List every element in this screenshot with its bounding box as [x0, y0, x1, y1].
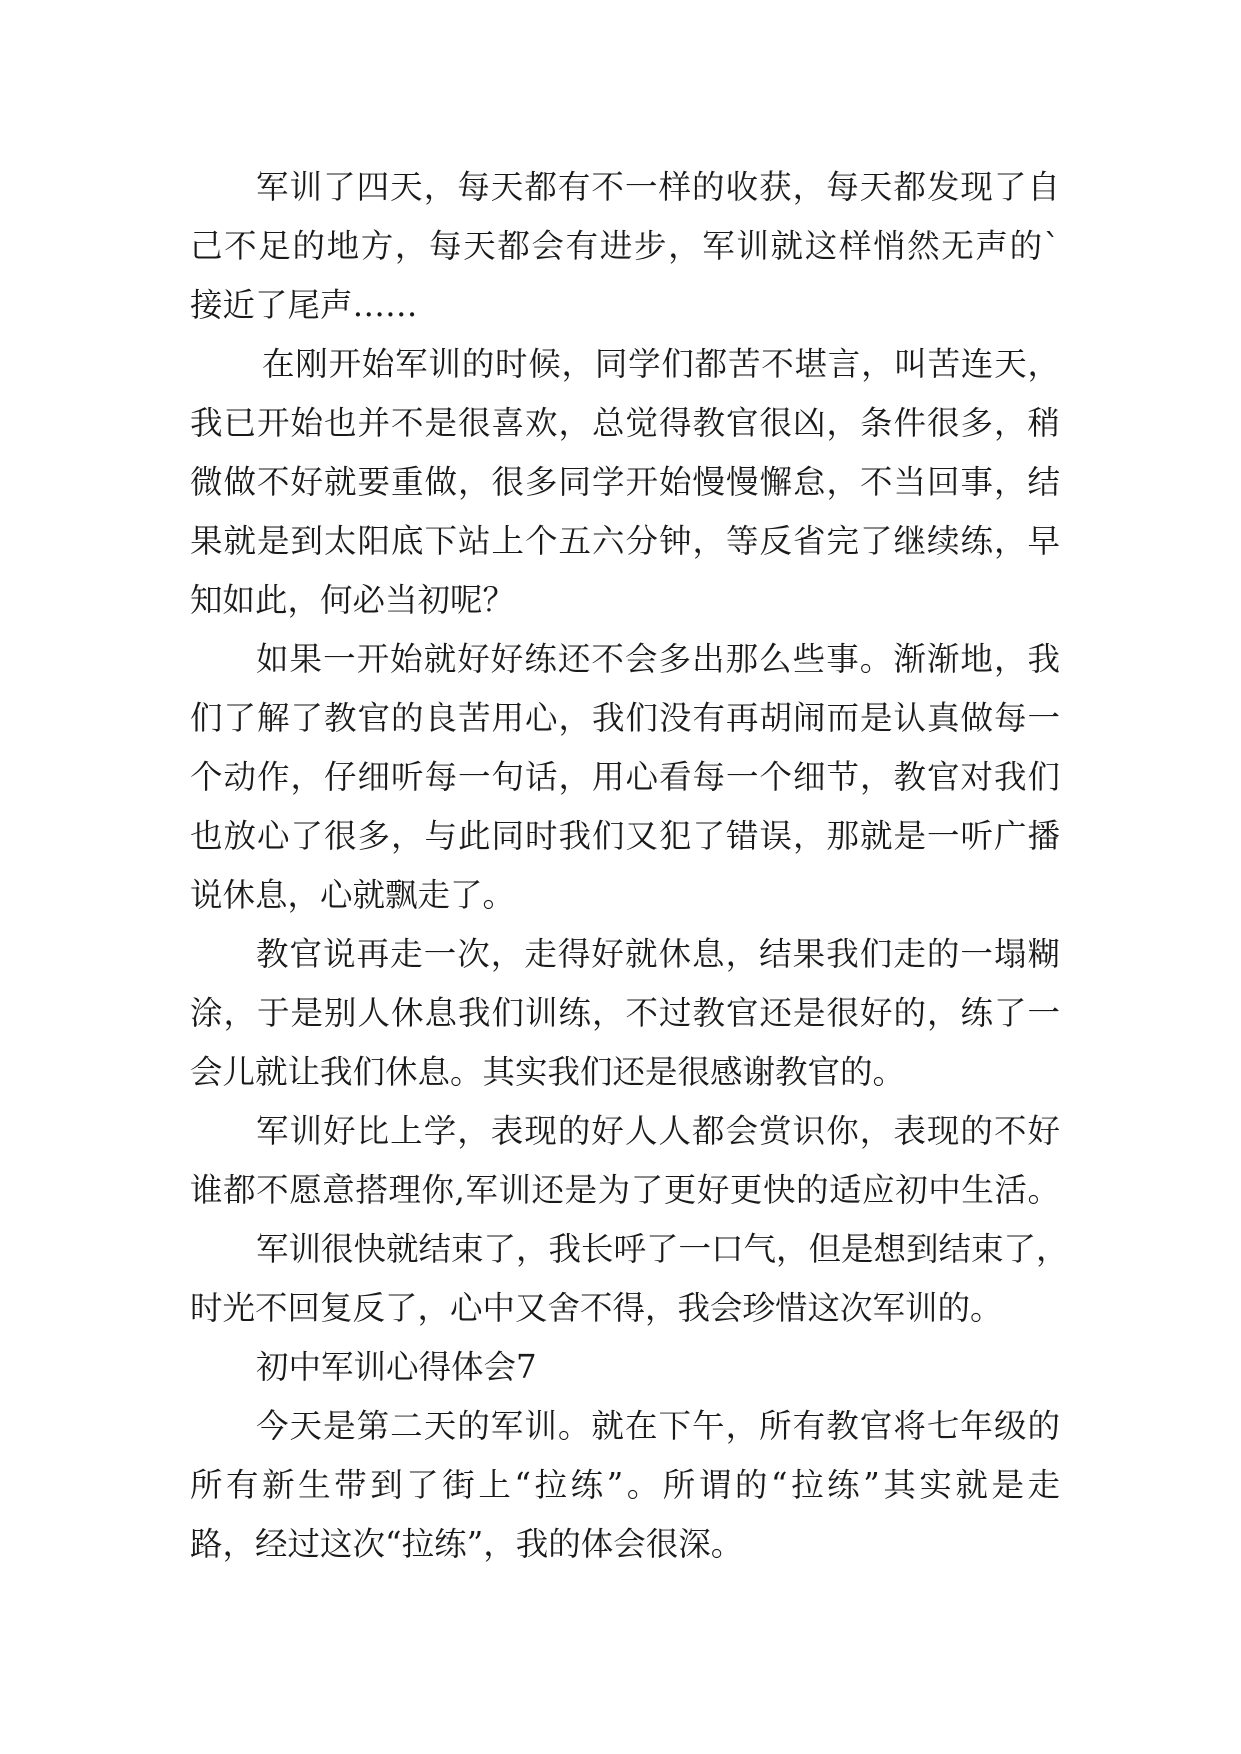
paragraph-2-line-1: 在刚开始军训的时候，同学们都苦不堪言，叫苦连天， — [262, 345, 1060, 383]
paragraph-1-line-3: 接近了尾声…… — [190, 286, 418, 324]
paragraph-3-line-2: 们了解了教官的良苦用心，我们没有再胡闹而是认真做每一 — [190, 699, 1060, 737]
paragraph-3-line-4: 也放心了很多，与此同时我们又犯了错误，那就是一听广播 — [190, 817, 1060, 855]
paragraph-3-line-5: 说休息，心就飘走了。 — [190, 876, 516, 914]
paragraph-6-line-1: 军训很快就结束了，我长呼了一口气，但是想到结束了， — [256, 1230, 1069, 1268]
section-heading: 初中军训心得体会7 — [256, 1348, 537, 1386]
paragraph-2-line-5: 知如此，何必当初呢？ — [190, 581, 516, 619]
document-body — [190, 158, 1069, 1574]
paragraph-2-line-2: 我已开始也并不是很喜欢，总觉得教官很凶，条件很多，稍 — [190, 404, 1060, 442]
paragraph-1-line-1: 军训了四天，每天都有不一样的收获，每天都发现了自 — [256, 168, 1060, 206]
paragraph-2-line-4: 果就是到太阳底下站上个五六分钟，等反省完了继续练，早 — [190, 522, 1060, 560]
paragraph-1-line-2: 己不足的地方，每天都会有进步，军训就这样悄然无声的` — [190, 227, 1060, 265]
paragraph-2-line-3: 微做不好就要重做，很多同学开始慢慢懈怠，不当回事，结 — [190, 463, 1060, 501]
paragraph-5-line-1: 军训好比上学，表现的好人人都会赏识你，表现的不好 — [256, 1112, 1060, 1150]
paragraph-4-line-3: 会儿就让我们休息。其实我们还是很感谢教官的。 — [190, 1053, 906, 1091]
paragraph-5-line-2: 谁都不愿意搭理你,军训还是为了更好更快的适应初中生活。 — [190, 1171, 1060, 1209]
paragraph-3-line-1: 如果一开始就好好练还不会多出那么些事。渐渐地，我 — [256, 640, 1060, 678]
paragraph-7-line-1: 今天是第二天的军训。就在下午，所有教官将七年级的 — [256, 1407, 1060, 1445]
paragraph-4-line-1: 教官说再走一次，走得好就休息，结果我们走的一塌糊 — [256, 935, 1060, 973]
paragraph-7-line-3: 路，经过这次“拉练”，我的体会很深。 — [190, 1525, 744, 1563]
paragraph-7-line-2: 所有新生带到了街上“拉练”。所谓的“拉练”其实就是走 — [190, 1466, 1060, 1504]
paragraph-6-line-2: 时光不回复反了，心中又舍不得，我会珍惜这次军训的。 — [190, 1289, 1003, 1327]
paragraph-3-line-3: 个动作，仔细听每一句话，用心看每一个细节，教官对我们 — [190, 758, 1060, 796]
paragraph-4-line-2: 涂，于是别人休息我们训练，不过教官还是很好的，练了一 — [190, 994, 1060, 1032]
